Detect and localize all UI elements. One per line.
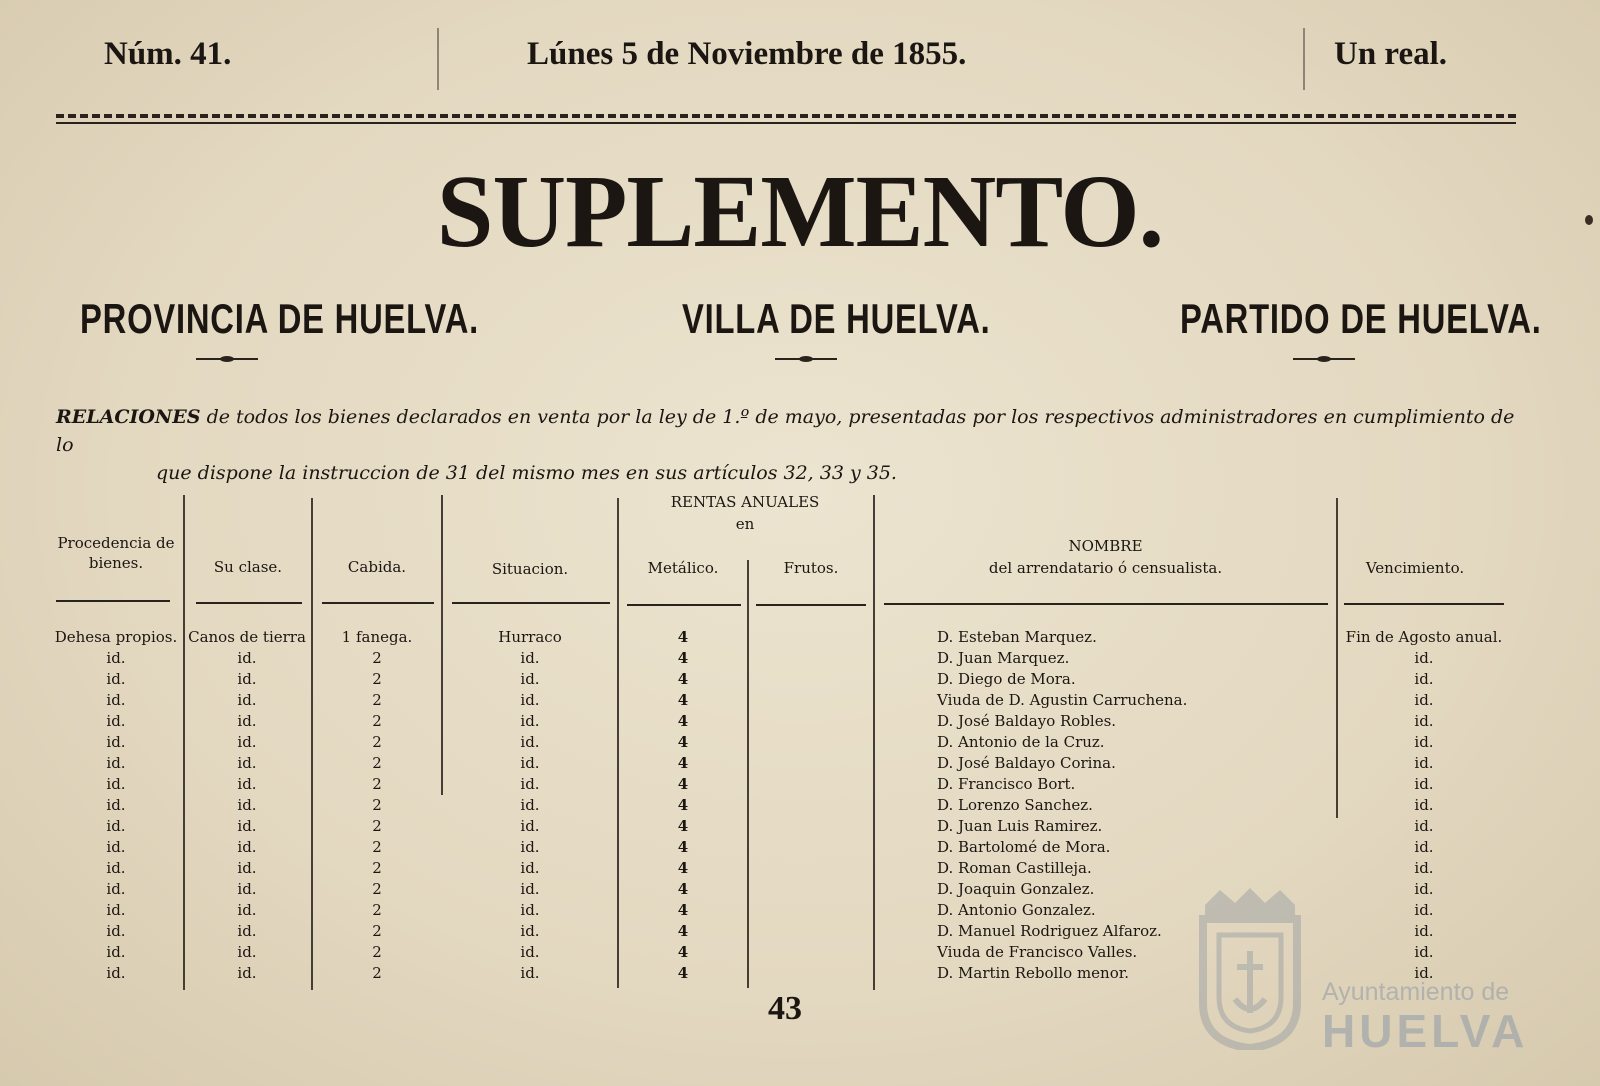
cell-frutos: [752, 942, 870, 963]
cell-cabida: 2: [372, 922, 382, 940]
cell-procedencia: id.: [106, 838, 126, 856]
table-row: [0, 627, 1600, 648]
cell-frutos: [752, 753, 870, 774]
cell-nombre: D. Esteban Marquez.: [937, 628, 1097, 646]
table-body: [0, 627, 1600, 984]
cell-situacion: id.: [520, 964, 540, 982]
cell-cabida: 2: [372, 880, 382, 898]
cell-situacion: id.: [520, 796, 540, 814]
header-underline: [196, 602, 302, 604]
table-row: [0, 711, 1600, 732]
cell-frutos: [752, 711, 870, 732]
cell-clase: id.: [237, 775, 257, 793]
cell-metalico: 4: [677, 943, 689, 961]
header-divider: [1303, 28, 1305, 90]
cell-frutos: [752, 816, 870, 837]
cell-cabida: 2: [372, 691, 382, 709]
cell-metalico: 4: [677, 712, 689, 730]
cell-vencimiento: id.: [1414, 754, 1434, 772]
cell-vencimiento: id.: [1414, 964, 1434, 982]
intro-lead: RELACIONES: [56, 406, 201, 428]
cell-metalico: 4: [677, 964, 689, 982]
header-divider: [437, 28, 439, 90]
cell-nombre: D. Lorenzo Sanchez.: [937, 796, 1093, 814]
cell-procedencia: id.: [106, 880, 126, 898]
cell-procedencia: Dehesa propios.: [54, 628, 178, 646]
cell-metalico: 4: [677, 796, 689, 814]
intro-text-2: que dispone la instruccion de 31 del mismo mes en sus artículos 32, 33 y 35.: [156, 462, 897, 484]
table-row: [0, 774, 1600, 795]
cell-nombre: D. Francisco Bort.: [937, 775, 1076, 793]
cell-clase: Canos de tierra: [188, 628, 306, 646]
table-row: [0, 753, 1600, 774]
cell-situacion: id.: [520, 670, 540, 688]
cell-cabida: 2: [372, 670, 382, 688]
watermark-line-1: Ayuntamiento de: [1322, 978, 1510, 1006]
cell-frutos: [752, 900, 870, 921]
cell-procedencia: id.: [106, 733, 126, 751]
header-underline: [756, 604, 866, 606]
cell-nombre: D. José Baldayo Robles.: [937, 712, 1117, 730]
cell-frutos: [752, 774, 870, 795]
cell-frutos: [752, 669, 870, 690]
table-row: [0, 690, 1600, 711]
cell-metalico: 4: [677, 859, 689, 877]
cell-clase: id.: [237, 943, 257, 961]
subtitle-partido: PARTIDO DE HUELVA.: [1180, 295, 1542, 342]
cell-nombre: D. Diego de Mora.: [937, 670, 1076, 688]
table-row: [0, 816, 1600, 837]
cell-procedencia: id.: [106, 796, 126, 814]
cell-frutos: [752, 648, 870, 669]
cell-situacion: id.: [520, 712, 540, 730]
cell-procedencia: id.: [106, 754, 126, 772]
header-situacion: Situacion.: [491, 560, 569, 578]
cell-nombre: D. Manuel Rodriguez Alfaroz.: [937, 922, 1162, 940]
header-nombre-sub: del arrendatario ó censualista.: [988, 559, 1223, 577]
cell-metalico: 4: [677, 754, 689, 772]
header-procedencia: Procedencia de bienes.: [57, 534, 175, 572]
cell-situacion: id.: [520, 817, 540, 835]
cell-cabida: 2: [372, 754, 382, 772]
subtitle-provincia: PROVINCIA DE HUELVA.: [80, 295, 480, 342]
cell-clase: id.: [237, 859, 257, 877]
ornament-divider: [1293, 358, 1355, 360]
cell-vencimiento: id.: [1414, 649, 1434, 667]
header-underline: [322, 602, 434, 604]
cell-frutos: [752, 732, 870, 753]
cell-clase: id.: [237, 649, 257, 667]
table-row: [0, 648, 1600, 669]
page-title: SUPLEMENTO.: [436, 154, 1164, 269]
table-row: [0, 669, 1600, 690]
cell-cabida: 2: [372, 943, 382, 961]
header-underline: [452, 602, 610, 604]
cell-procedencia: id.: [106, 901, 126, 919]
cell-clase: id.: [237, 880, 257, 898]
cell-cabida: 2: [372, 796, 382, 814]
cell-frutos: [752, 690, 870, 711]
cell-procedencia: id.: [106, 943, 126, 961]
cell-clase: id.: [237, 922, 257, 940]
cell-situacion: id.: [520, 775, 540, 793]
table-row: [0, 795, 1600, 816]
cell-procedencia: id.: [106, 859, 126, 877]
cell-metalico: 4: [677, 922, 689, 940]
cell-metalico: 4: [677, 838, 689, 856]
cell-nombre: D. José Baldayo Corina.: [937, 754, 1116, 772]
intro-text-1: de todos los bienes declarados en venta por la ley de 1.º de mayo, presentadas por los respectivos administradores en cumplimiento de lo: [56, 406, 1515, 456]
cell-cabida: 2: [372, 775, 382, 793]
cell-cabida: 2: [372, 649, 382, 667]
cell-nombre: Viuda de Francisco Valles.: [937, 943, 1138, 961]
table-row: [0, 921, 1600, 942]
cell-vencimiento: id.: [1414, 838, 1434, 856]
cell-nombre: D. Juan Marquez.: [937, 649, 1070, 667]
cell-nombre: D. Joaquin Gonzalez.: [937, 880, 1095, 898]
header-rule: [56, 114, 1516, 118]
header-rentas: RENTAS ANUALES: [670, 493, 820, 511]
cell-clase: id.: [237, 691, 257, 709]
cell-procedencia: id.: [106, 964, 126, 982]
cell-situacion: id.: [520, 733, 540, 751]
cell-frutos: [752, 879, 870, 900]
cell-clase: id.: [237, 670, 257, 688]
cell-nombre: D. Antonio Gonzalez.: [937, 901, 1096, 919]
cell-clase: id.: [237, 838, 257, 856]
cell-clase: id.: [237, 754, 257, 772]
cell-nombre: D. Martin Rebollo menor.: [937, 964, 1130, 982]
table-row: [0, 837, 1600, 858]
cell-nombre: D. Juan Luis Ramirez.: [937, 817, 1103, 835]
cell-vencimiento: id.: [1414, 901, 1434, 919]
table-row: [0, 879, 1600, 900]
watermark-line-2: HUELVA: [1322, 1005, 1529, 1057]
cell-nombre: D. Roman Castilleja.: [937, 859, 1092, 877]
cell-clase: id.: [237, 796, 257, 814]
cell-procedencia: id.: [106, 670, 126, 688]
header-rule: [56, 122, 1516, 124]
cell-metalico: 4: [677, 628, 689, 646]
ornament-divider: [196, 358, 258, 360]
issue-price: Un real.: [1334, 36, 1448, 72]
cell-situacion: id.: [520, 859, 540, 877]
header-cabida: Cabida.: [347, 558, 407, 576]
header-clase: Su clase.: [213, 558, 283, 576]
cell-procedencia: id.: [106, 922, 126, 940]
cell-metalico: 4: [677, 817, 689, 835]
ornament-divider: [775, 358, 837, 360]
table-row: [0, 858, 1600, 879]
intro-paragraph: [56, 403, 1526, 487]
cell-vencimiento: id.: [1414, 817, 1434, 835]
cell-frutos: [752, 627, 870, 648]
cell-situacion: id.: [520, 649, 540, 667]
cell-clase: id.: [237, 901, 257, 919]
cell-cabida: 2: [372, 964, 382, 982]
cell-cabida: 1 fanega.: [341, 628, 413, 646]
cell-procedencia: id.: [106, 649, 126, 667]
cell-nombre: D. Antonio de la Cruz.: [937, 733, 1105, 751]
table-row: [0, 732, 1600, 753]
cell-metalico: 4: [677, 649, 689, 667]
cell-frutos: [752, 963, 870, 984]
cell-vencimiento: id.: [1414, 733, 1434, 751]
cell-cabida: 2: [372, 817, 382, 835]
header-vencimiento: Vencimiento.: [1365, 559, 1465, 577]
cell-procedencia: id.: [106, 817, 126, 835]
cell-procedencia: id.: [106, 691, 126, 709]
ink-spot: [1585, 215, 1593, 225]
cell-metalico: 4: [677, 733, 689, 751]
cell-situacion: id.: [520, 754, 540, 772]
rows-container: [0, 627, 1600, 984]
cell-situacion: id.: [520, 691, 540, 709]
cell-metalico: 4: [677, 901, 689, 919]
header-underline: [884, 603, 1328, 605]
subtitle-villa: VILLA DE HUELVA.: [682, 295, 991, 342]
page-number: 43: [768, 990, 802, 1027]
cell-frutos: [752, 837, 870, 858]
cell-situacion: id.: [520, 880, 540, 898]
cell-situacion: id.: [520, 922, 540, 940]
issue-number: Núm. 41.: [104, 36, 232, 72]
header-nombre: NOMBRE: [1068, 537, 1143, 555]
cell-clase: id.: [237, 964, 257, 982]
cell-vencimiento: Fin de Agosto anual.: [1345, 628, 1503, 646]
cell-cabida: 2: [372, 901, 382, 919]
cell-procedencia: id.: [106, 712, 126, 730]
header-metalico: Metálico.: [647, 559, 719, 577]
cell-vencimiento: id.: [1414, 796, 1434, 814]
cell-vencimiento: id.: [1414, 922, 1434, 940]
cell-frutos: [752, 921, 870, 942]
cell-vencimiento: id.: [1414, 880, 1434, 898]
cell-clase: id.: [237, 712, 257, 730]
cell-metalico: 4: [677, 691, 689, 709]
cell-situacion: id.: [520, 838, 540, 856]
cell-vencimiento: id.: [1414, 712, 1434, 730]
cell-nombre: D. Bartolomé de Mora.: [937, 838, 1111, 856]
cell-situacion: id.: [520, 901, 540, 919]
header-underline: [1344, 603, 1504, 605]
cell-frutos: [752, 858, 870, 879]
header-underline: [56, 600, 170, 602]
cell-procedencia: id.: [106, 775, 126, 793]
cell-nombre: Viuda de D. Agustin Carruchena.: [937, 691, 1188, 709]
cell-cabida: 2: [372, 733, 382, 751]
cell-vencimiento: id.: [1414, 691, 1434, 709]
cell-situacion: Hurraco: [498, 628, 562, 646]
cell-situacion: id.: [520, 943, 540, 961]
issue-date: Lúnes 5 de Noviembre de 1855.: [527, 36, 967, 72]
table-row: [0, 942, 1600, 963]
cell-metalico: 4: [677, 880, 689, 898]
cell-clase: id.: [237, 817, 257, 835]
cell-cabida: 2: [372, 712, 382, 730]
cell-cabida: 2: [372, 838, 382, 856]
cell-vencimiento: id.: [1414, 670, 1434, 688]
cell-vencimiento: id.: [1414, 859, 1434, 877]
intro-line-1: [56, 403, 1526, 459]
cell-metalico: 4: [677, 775, 689, 793]
header-underline: [627, 604, 741, 606]
cell-vencimiento: id.: [1414, 775, 1434, 793]
header-frutos: Frutos.: [783, 559, 839, 577]
header-rentas-en: en: [735, 515, 755, 533]
cell-vencimiento: id.: [1414, 943, 1434, 961]
cell-clase: id.: [237, 733, 257, 751]
cell-frutos: [752, 795, 870, 816]
cell-metalico: 4: [677, 670, 689, 688]
cell-cabida: 2: [372, 859, 382, 877]
coat-of-arms-icon: [1195, 885, 1305, 1050]
table-row: [0, 900, 1600, 921]
